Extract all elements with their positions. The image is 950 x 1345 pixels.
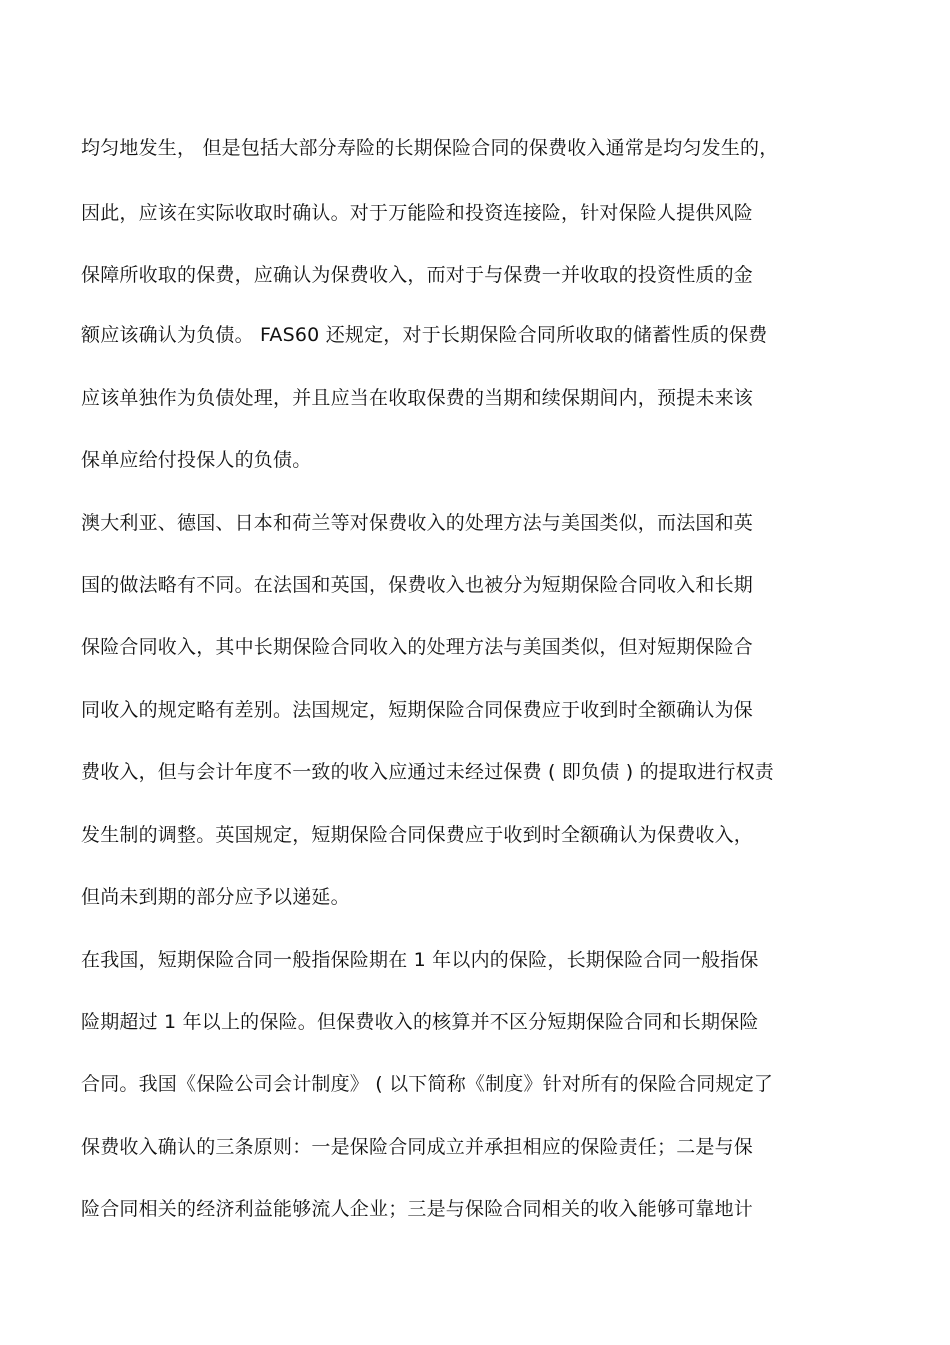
text-line: 保障所收取的保费，应确认为保费收入，而对于与保费一并收取的投资性质的金	[81, 264, 754, 286]
text-line: 但尚未到期的部分应予以递延。	[81, 886, 350, 908]
text-line: 保单应给付投保人的负债。	[81, 449, 312, 471]
text-line: 同收入的规定略有差别。法国规定，短期保险合同保费应于收到时全额确认为保	[81, 699, 754, 721]
text-line: 澳大利亚、德国、日本和荷兰等对保费收入的处理方法与美国类似，而法国和英	[81, 512, 754, 534]
text-line: 险期超过 1 年以上的保险。但保费收入的核算并不区分短期保险合同和长期保险	[81, 1011, 759, 1033]
text-line: 国的做法略有不同。在法国和英国，保费收入也被分为短期保险合同收入和长期	[81, 574, 754, 596]
text-line: 费收入，但与会计年度不一致的收入应通过未经过保费 ( 即负债 ) 的提取进行权责	[81, 761, 774, 783]
text-line: 合同。我国《保险公司会计制度》 ( 以下简称《制度》针对所有的保险合同规定了	[81, 1073, 774, 1095]
text-line: 险合同相关的经济利益能够流人企业；三是与保险合同相关的收入能够可靠地计	[81, 1198, 754, 1220]
text-line: 额应该确认为负债。 FAS60 还规定，对于长期保险合同所收取的储蓄性质的保费	[81, 324, 768, 346]
text-line: 应该单独作为负债处理，并且应当在收取保费的当期和续保期间内，预提未来该	[81, 387, 754, 409]
text-line: 因此，应该在实际收取时确认。对于万能险和投资连接险，针对保险人提供风险	[81, 202, 754, 224]
text-line: 发生制的调整。英国规定，短期保险合同保费应于收到时全额确认为保费收入，	[81, 824, 754, 846]
text-line: 保险合同收入，其中长期保险合同收入的处理方法与美国类似，但对短期保险合	[81, 636, 754, 658]
text-line: 均匀地发生， 但是包括大部分寿险的长期保险合同的保费收入通常是均匀发生的，	[81, 137, 779, 159]
text-line: 在我国，短期保险合同一般指保险期在 1 年以内的保险，长期保险合同一般指保	[81, 949, 759, 971]
text-line: 保费收入确认的三条原则：一是保险合同成立并承担相应的保险责任；二是与保	[81, 1136, 754, 1158]
